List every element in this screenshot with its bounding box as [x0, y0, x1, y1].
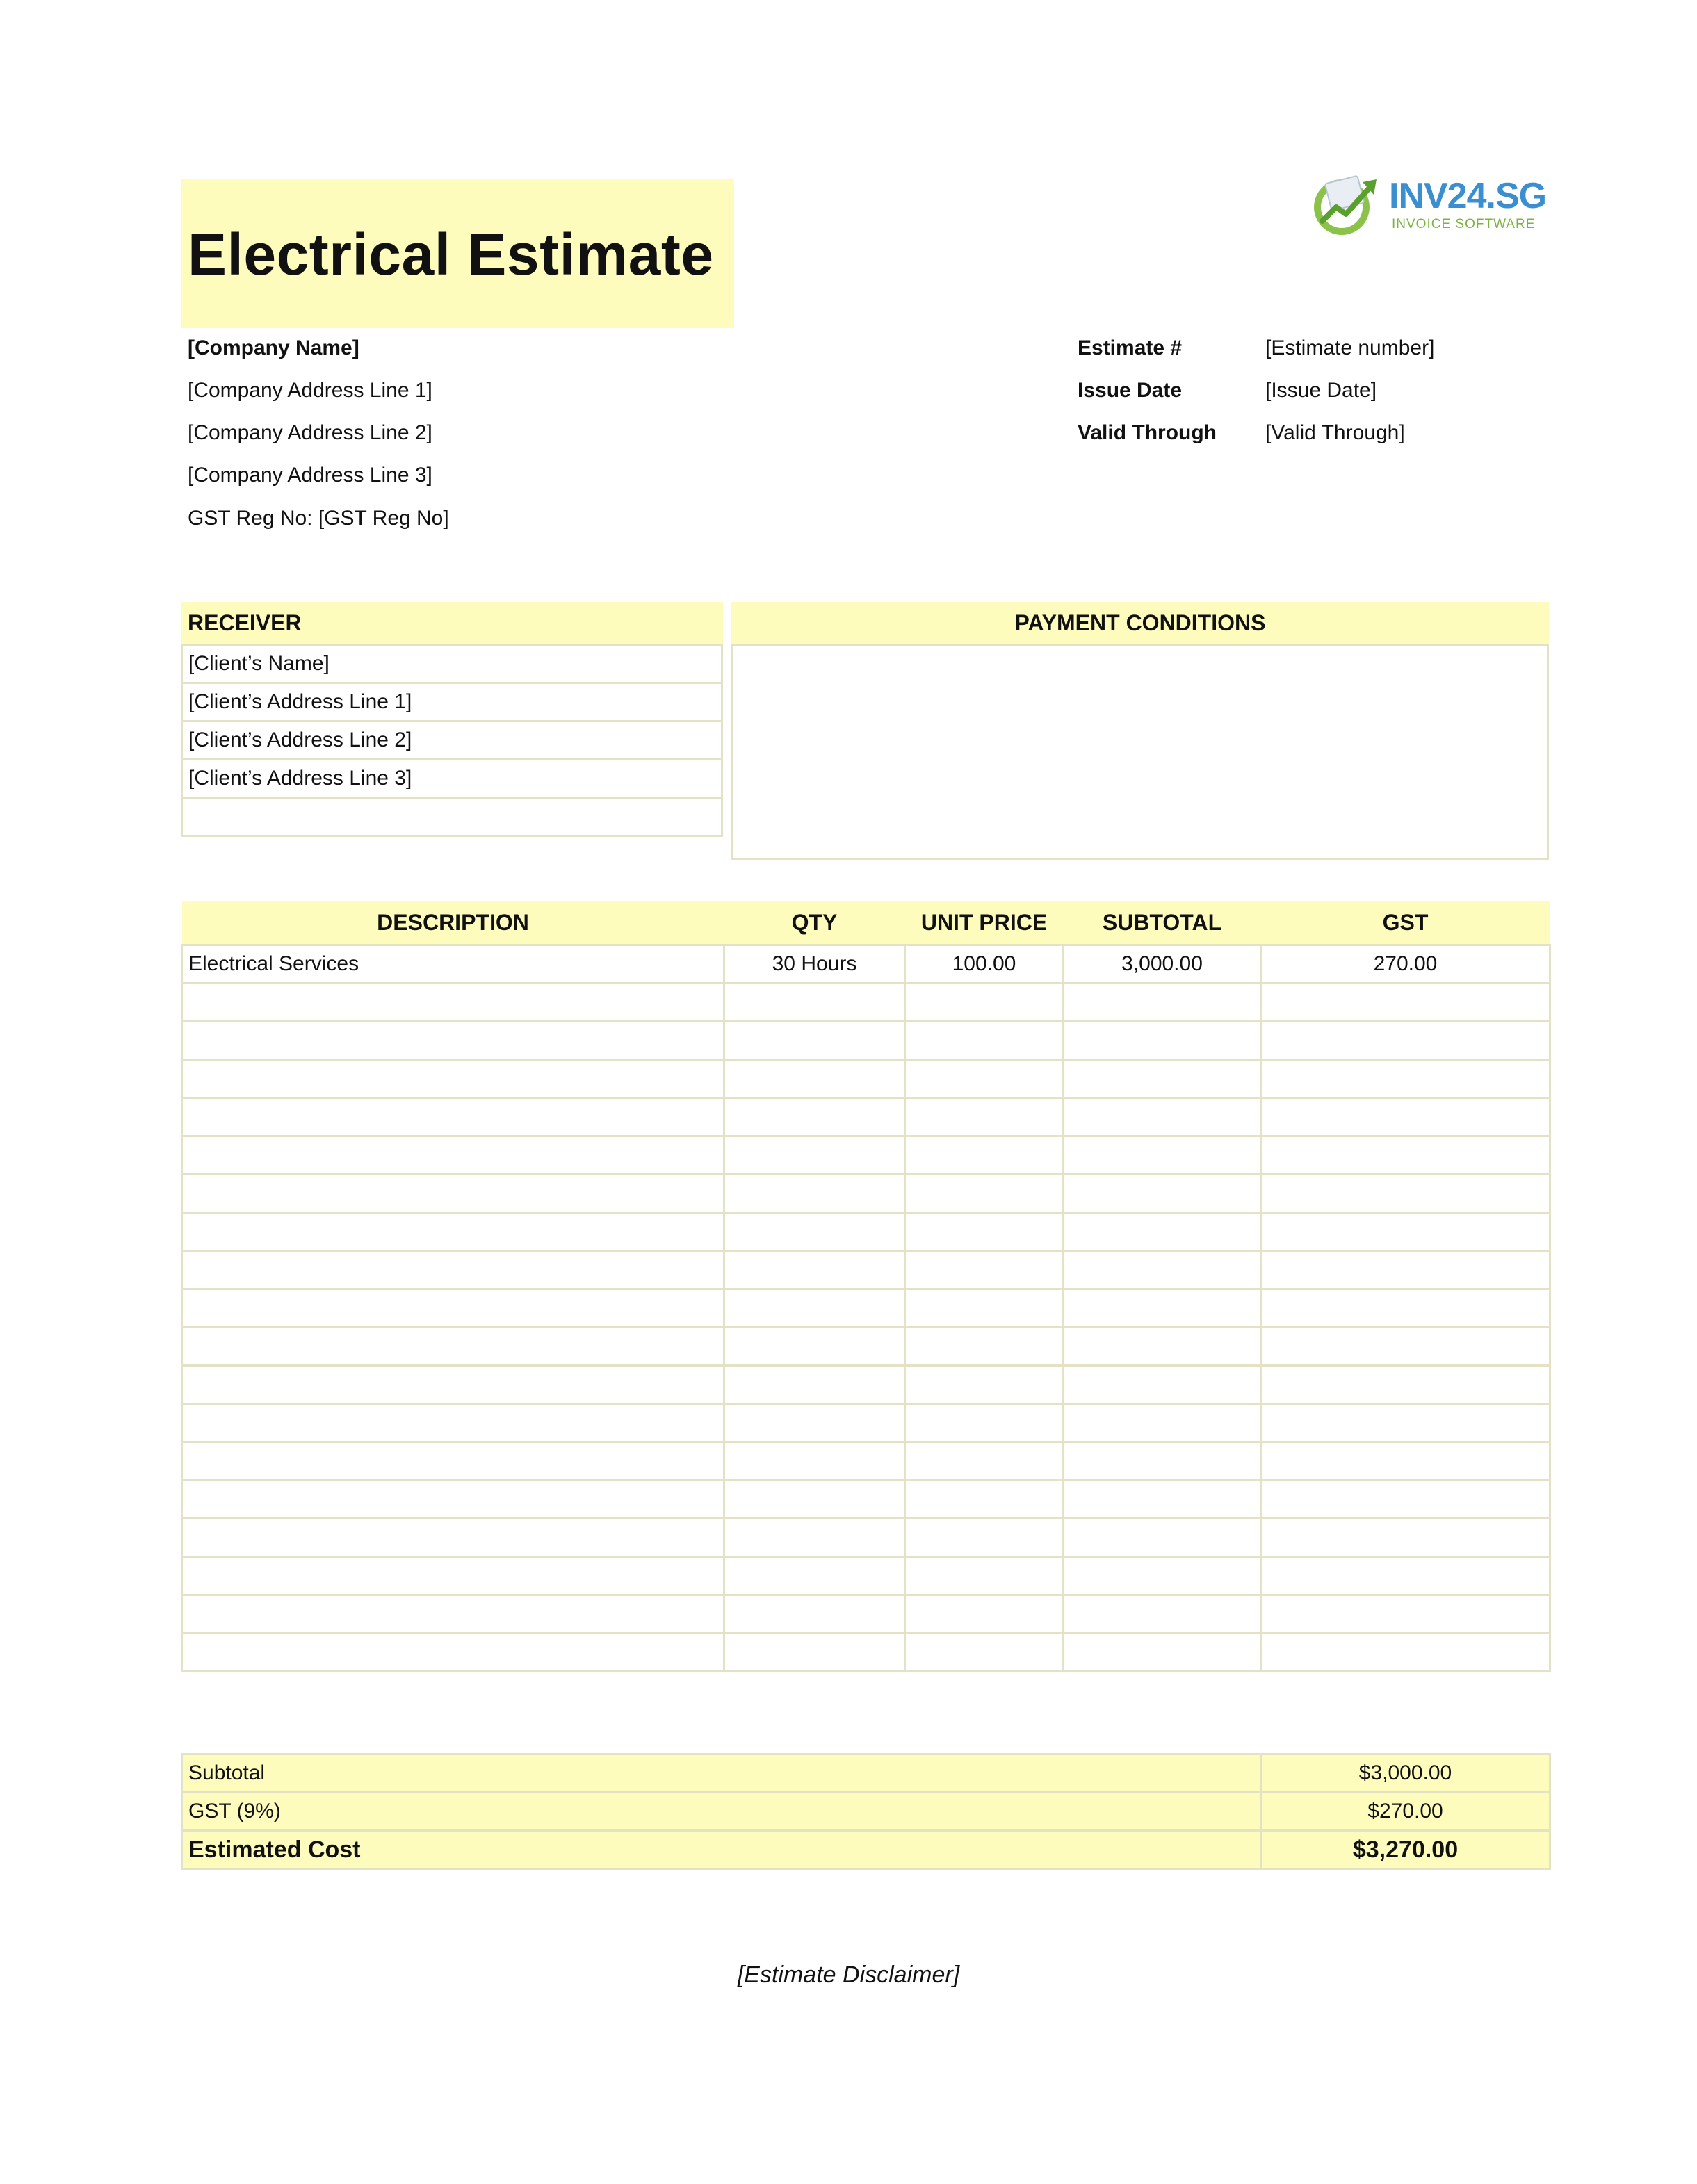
empty-cell: [182, 1136, 724, 1175]
estimated-cost-value: $3,270.00: [1261, 1831, 1550, 1869]
table-row: [182, 1633, 1550, 1672]
empty-cell: [1261, 1481, 1550, 1519]
table-row: [182, 1557, 1550, 1595]
empty-cell: [1064, 1060, 1261, 1098]
gst-label: GST (9%): [182, 1793, 1261, 1831]
estimated-cost-label: Estimated Cost: [182, 1831, 1261, 1869]
estimate-number-value: [Estimate number]: [1265, 336, 1435, 359]
empty-cell: [182, 1366, 724, 1404]
empty-cell: [724, 1289, 905, 1328]
empty-cell: [724, 1022, 905, 1060]
empty-cell: [724, 1557, 905, 1595]
empty-cell: [905, 1251, 1064, 1289]
empty-cell: [724, 1175, 905, 1213]
company-address-1: [Company Address Line 1]: [188, 379, 432, 402]
empty-cell: [724, 1481, 905, 1519]
valid-through-value: [Valid Through]: [1265, 421, 1405, 444]
empty-cell: [1261, 1251, 1550, 1289]
empty-cell: [1261, 1557, 1550, 1595]
company-gst-reg: GST Reg No: [GST Reg No]: [188, 507, 449, 530]
empty-cell: [724, 1442, 905, 1481]
empty-cell: [1064, 1213, 1261, 1251]
empty-cell: [182, 1481, 724, 1519]
table-row: [182, 1328, 1550, 1366]
issue-date-label: Issue Date: [1078, 379, 1183, 402]
empty-cell: [1064, 1098, 1261, 1136]
table-row: [182, 1289, 1550, 1328]
empty-cell: [1064, 1595, 1261, 1633]
item-description: Electrical Services: [182, 945, 724, 984]
empty-cell: [182, 1213, 724, 1251]
empty-cell: [1064, 984, 1261, 1022]
empty-cell: [724, 984, 905, 1022]
empty-cell: [1064, 1136, 1261, 1175]
empty-cell: [724, 1328, 905, 1366]
table-row: [182, 1175, 1550, 1213]
company-name: [Company Name]: [188, 336, 359, 359]
empty-cell: [724, 1060, 905, 1098]
empty-cell: [905, 1481, 1064, 1519]
empty-cell: [1064, 1328, 1261, 1366]
empty-cell: [1064, 1366, 1261, 1404]
estimate-disclaimer: [Estimate Disclaimer]: [737, 1962, 960, 1988]
empty-cell: [1261, 1098, 1550, 1136]
empty-cell: [182, 1404, 724, 1442]
empty-cell: [905, 1022, 1064, 1060]
table-row: [182, 1481, 1550, 1519]
empty-cell: [1261, 1442, 1550, 1481]
estimate-number-label: Estimate #: [1078, 336, 1183, 359]
header-subtotal: SUBTOTAL: [1064, 901, 1261, 945]
item-qty: 30 Hours: [724, 945, 905, 984]
empty-cell: [1261, 1404, 1550, 1442]
client-name: [Client’s Name]: [182, 645, 722, 683]
empty-cell: [1261, 1328, 1550, 1366]
empty-cell: [1064, 1557, 1261, 1595]
empty-cell: [724, 1098, 905, 1136]
empty-cell: [905, 1404, 1064, 1442]
empty-cell: [905, 1060, 1064, 1098]
empty-cell: [905, 1289, 1064, 1328]
items-header-row: [182, 901, 1550, 945]
empty-cell: [905, 1136, 1064, 1175]
header-qty: QTY: [724, 901, 905, 945]
totals-table: [181, 1753, 1551, 1870]
empty-cell: [182, 1557, 724, 1595]
issue-date-value: [Issue Date]: [1265, 379, 1377, 402]
gst-row: [182, 1793, 1550, 1831]
empty-cell: [1064, 1481, 1261, 1519]
valid-through-label: Valid Through: [1078, 421, 1217, 444]
empty-cell: [905, 1519, 1064, 1557]
empty-cell: [724, 1519, 905, 1557]
empty-cell: [1261, 1060, 1550, 1098]
item-unit-price: 100.00: [905, 945, 1064, 984]
table-row: [182, 1404, 1550, 1442]
gst-value: $270.00: [1261, 1793, 1550, 1831]
empty-cell: [905, 1098, 1064, 1136]
payment-conditions-box: [731, 644, 1549, 860]
company-logo: [1307, 167, 1547, 243]
table-row: [182, 1098, 1550, 1136]
client-address-2: [Client’s Address Line 2]: [182, 722, 722, 760]
empty-cell: [1064, 1289, 1261, 1328]
empty-cell: [182, 984, 724, 1022]
empty-cell: [182, 1175, 724, 1213]
empty-cell: [905, 1366, 1064, 1404]
empty-cell: [182, 1060, 724, 1098]
empty-cell: [1261, 984, 1550, 1022]
empty-cell: [1261, 1519, 1550, 1557]
client-address-3: [Client’s Address Line 3]: [182, 760, 722, 798]
empty-cell: [182, 1595, 724, 1633]
payment-conditions-heading: PAYMENT CONDITIONS: [731, 602, 1549, 644]
empty-cell: [1261, 1175, 1550, 1213]
empty-cell: [1261, 1213, 1550, 1251]
items-table: [181, 901, 1551, 1672]
empty-cell: [1064, 1633, 1261, 1672]
empty-cell: [724, 1595, 905, 1633]
empty-cell: [905, 1633, 1064, 1672]
company-address-3: [Company Address Line 3]: [188, 464, 432, 487]
header-unit-price: UNIT PRICE: [905, 901, 1064, 945]
empty-cell: [182, 1098, 724, 1136]
header-gst: GST: [1261, 901, 1550, 945]
client-address-1: [Client’s Address Line 1]: [182, 683, 722, 722]
table-row: [182, 1060, 1550, 1098]
subtotal-value: $3,000.00: [1261, 1754, 1550, 1793]
table-row: [182, 945, 1550, 984]
subtotal-label: Subtotal: [182, 1754, 1261, 1793]
empty-cell: [1064, 1442, 1261, 1481]
table-row: [182, 1595, 1550, 1633]
empty-cell: [182, 1633, 724, 1672]
trend-arrow-icon: [1307, 167, 1383, 243]
empty-cell: [1261, 1595, 1550, 1633]
empty-cell: [182, 1022, 724, 1060]
empty-cell: [1261, 1366, 1550, 1404]
empty-cell: [1261, 1289, 1550, 1328]
subtotal-row: [182, 1754, 1550, 1793]
empty-cell: [182, 1328, 724, 1366]
empty-cell: [724, 1136, 905, 1175]
page-title: Electrical Estimate: [188, 222, 714, 287]
table-row: [182, 1366, 1550, 1404]
table-row: [182, 1442, 1550, 1481]
empty-cell: [1261, 1633, 1550, 1672]
empty-cell: [905, 984, 1064, 1022]
empty-cell: [182, 1442, 724, 1481]
item-subtotal: 3,000.00: [1064, 945, 1261, 984]
empty-cell: [1261, 1136, 1550, 1175]
empty-cell: [724, 1366, 905, 1404]
empty-cell: [724, 1213, 905, 1251]
empty-cell: [905, 1595, 1064, 1633]
empty-cell: [905, 1213, 1064, 1251]
empty-cell: [1064, 1022, 1261, 1060]
table-row: [182, 1213, 1550, 1251]
empty-cell: [1064, 1519, 1261, 1557]
empty-cell: [724, 1404, 905, 1442]
empty-cell: [1261, 1022, 1550, 1060]
header-description: DESCRIPTION: [182, 901, 724, 945]
empty-cell: [724, 1633, 905, 1672]
receiver-heading: RECEIVER: [181, 602, 723, 644]
empty-cell: [905, 1175, 1064, 1213]
table-row: [182, 1136, 1550, 1175]
empty-cell: [1064, 1175, 1261, 1213]
table-row: [182, 1519, 1550, 1557]
empty-cell: [182, 1519, 724, 1557]
table-row: [182, 1251, 1550, 1289]
empty-cell: [1064, 1251, 1261, 1289]
empty-cell: [905, 1557, 1064, 1595]
empty-cell: [182, 1251, 724, 1289]
empty-cell: [182, 1289, 724, 1328]
client-blank-row: [182, 798, 722, 836]
empty-cell: [724, 1251, 905, 1289]
table-row: [182, 1022, 1550, 1060]
empty-cell: [905, 1328, 1064, 1366]
receiver-table: [181, 644, 723, 837]
estimated-cost-row: [182, 1831, 1550, 1869]
empty-cell: [1064, 1404, 1261, 1442]
company-address-2: [Company Address Line 2]: [188, 421, 432, 444]
empty-cell: [905, 1442, 1064, 1481]
table-row: [182, 984, 1550, 1022]
item-gst: 270.00: [1261, 945, 1550, 984]
logo-wordmark: INV24.SG: [1389, 176, 1547, 216]
logo-tagline: INVOICE SOFTWARE: [1392, 217, 1536, 231]
